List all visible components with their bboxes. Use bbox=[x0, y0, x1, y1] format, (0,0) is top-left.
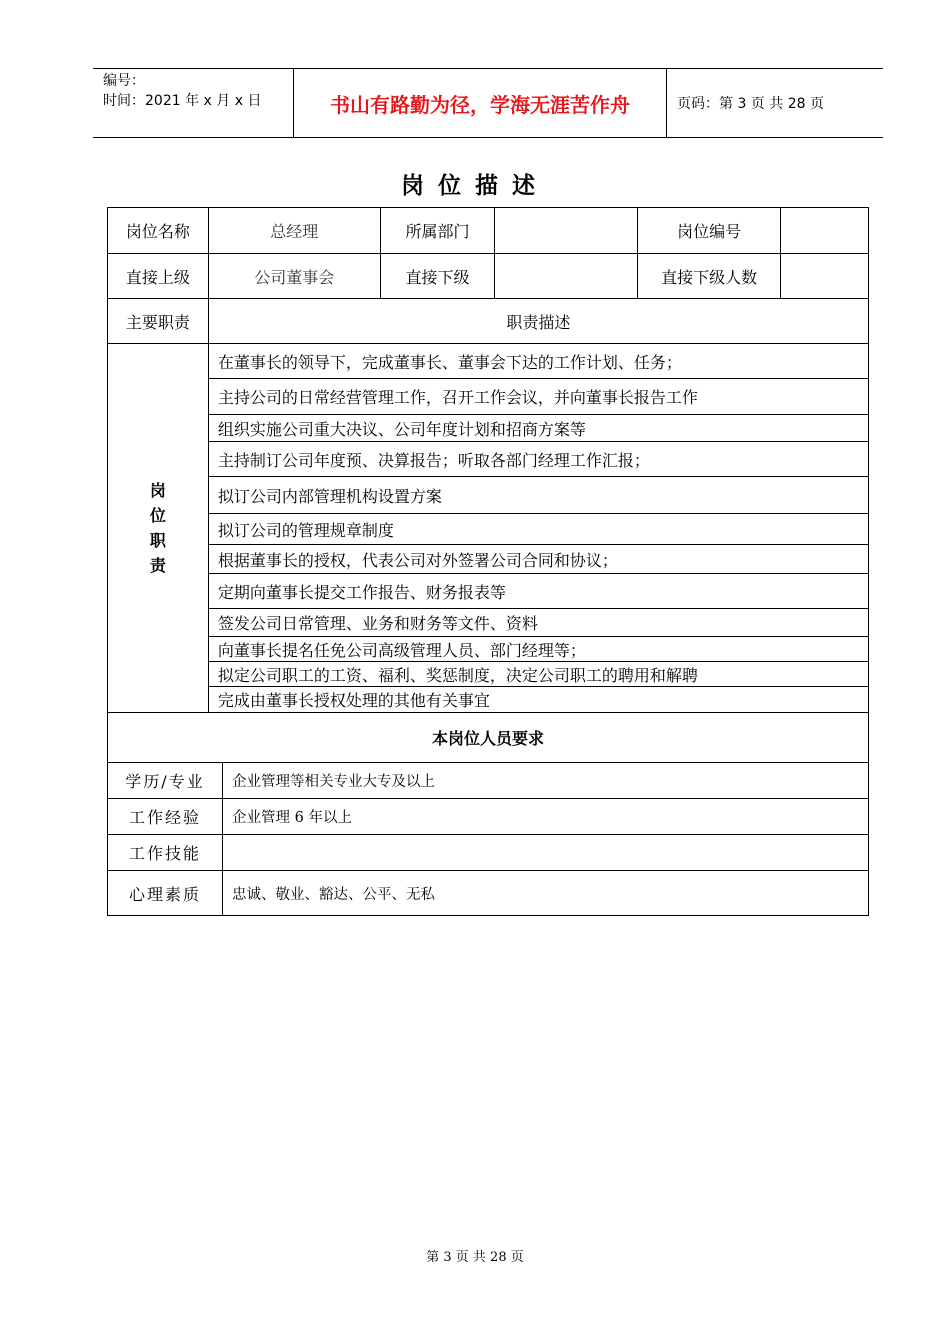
position-code-label: 岗位编号 bbox=[638, 208, 781, 254]
header-motto: 书山有路勤为径，学海无涯苦作舟 bbox=[294, 69, 667, 137]
requirement-label: 工作技能 bbox=[108, 835, 223, 871]
document-time-label: 时间：2021 年 x 月 x 日 bbox=[103, 93, 262, 109]
subordinate-value bbox=[495, 254, 638, 299]
header-page-number: 页码：第 3 页 共 28 页 bbox=[677, 96, 824, 112]
main-duties-label: 主要职责 bbox=[108, 299, 209, 344]
superior-value: 公司董事会 bbox=[208, 254, 380, 299]
duty-item: 拟订公司内部管理机构设置方案 bbox=[208, 477, 868, 514]
duty-row bbox=[108, 477, 869, 514]
superior-label: 直接上级 bbox=[108, 254, 209, 299]
duty-item: 向董事长提名任免公司高级管理人员、部门经理等； bbox=[208, 637, 868, 662]
duty-row bbox=[108, 344, 869, 379]
requirement-label: 学历/专业 bbox=[108, 763, 223, 799]
duty-item: 拟订公司的管理规章制度 bbox=[208, 514, 868, 545]
duty-row bbox=[108, 609, 869, 637]
duties-side-label bbox=[108, 344, 209, 713]
duty-item: 主持制订公司年度预、决算报告；听取各部门经理工作汇报； bbox=[208, 442, 868, 477]
requirement-row bbox=[108, 799, 869, 835]
duties-header-row bbox=[108, 299, 869, 344]
duty-row bbox=[108, 514, 869, 545]
subordinate-count-label: 直接下级人数 bbox=[638, 254, 781, 299]
duty-row bbox=[108, 687, 869, 713]
duty-row bbox=[108, 545, 869, 574]
position-name-value: 总经理 bbox=[208, 208, 380, 254]
requirement-value: 忠诚、敬业、豁达、公平、无私 bbox=[223, 871, 869, 916]
duty-row bbox=[108, 574, 869, 609]
info-row-2 bbox=[108, 254, 869, 299]
duty-row bbox=[108, 442, 869, 477]
requirements-title: 本岗位人员要求 bbox=[108, 713, 869, 763]
duty-row bbox=[108, 662, 869, 687]
page-footer: 第 3 页 共 28 页 bbox=[426, 1250, 524, 1265]
requirement-row bbox=[108, 871, 869, 916]
info-row-1 bbox=[108, 208, 869, 254]
side-char: 位 bbox=[149, 506, 166, 525]
duty-item: 根据董事长的授权，代表公司对外签署公司合同和协议； bbox=[208, 545, 868, 574]
side-char: 岗 bbox=[149, 481, 166, 500]
duty-item: 拟定公司职工的工资、福利、奖惩制度，决定公司职工的聘用和解聘 bbox=[208, 662, 868, 687]
duty-item: 主持公司的日常经营管理工作，召开工作会议，并向董事长报告工作 bbox=[208, 379, 868, 415]
duty-row bbox=[108, 637, 869, 662]
duty-item: 完成由董事长授权处理的其他有关事宜 bbox=[208, 687, 868, 713]
duty-item: 组织实施公司重大决议、公司年度计划和招商方案等 bbox=[208, 415, 868, 442]
page-title: 岗位描述 bbox=[401, 172, 549, 199]
requirement-row bbox=[108, 835, 869, 871]
position-name-label: 岗位名称 bbox=[108, 208, 209, 254]
duty-item: 定期向董事长提交工作报告、财务报表等 bbox=[208, 574, 868, 609]
duty-item: 签发公司日常管理、业务和财务等文件、资料 bbox=[208, 609, 868, 637]
duty-description-label: 职责描述 bbox=[208, 299, 868, 344]
department-label: 所属部门 bbox=[380, 208, 495, 254]
requirements-title-row bbox=[108, 713, 869, 763]
subordinate-label: 直接下级 bbox=[380, 254, 495, 299]
duty-row bbox=[108, 379, 869, 415]
job-description-table bbox=[107, 207, 869, 763]
requirement-label: 心理素质 bbox=[108, 871, 223, 916]
requirement-row bbox=[108, 763, 869, 799]
document-number-label: 编号： bbox=[103, 73, 145, 89]
department-value bbox=[495, 208, 638, 254]
header-meta bbox=[93, 69, 294, 137]
side-char: 职 bbox=[149, 531, 166, 550]
requirements-table bbox=[107, 762, 869, 916]
side-char: 责 bbox=[149, 556, 166, 575]
position-code-value bbox=[781, 208, 869, 254]
subordinate-count-value bbox=[781, 254, 869, 299]
duty-row bbox=[108, 415, 869, 442]
requirement-value bbox=[223, 835, 869, 871]
page-header bbox=[93, 68, 883, 138]
requirement-value: 企业管理等相关专业大专及以上 bbox=[223, 763, 869, 799]
requirement-label: 工作经验 bbox=[108, 799, 223, 835]
requirement-value: 企业管理 6 年以上 bbox=[223, 799, 869, 835]
duty-item: 在董事长的领导下，完成董事长、董事会下达的工作计划、任务； bbox=[208, 344, 868, 379]
